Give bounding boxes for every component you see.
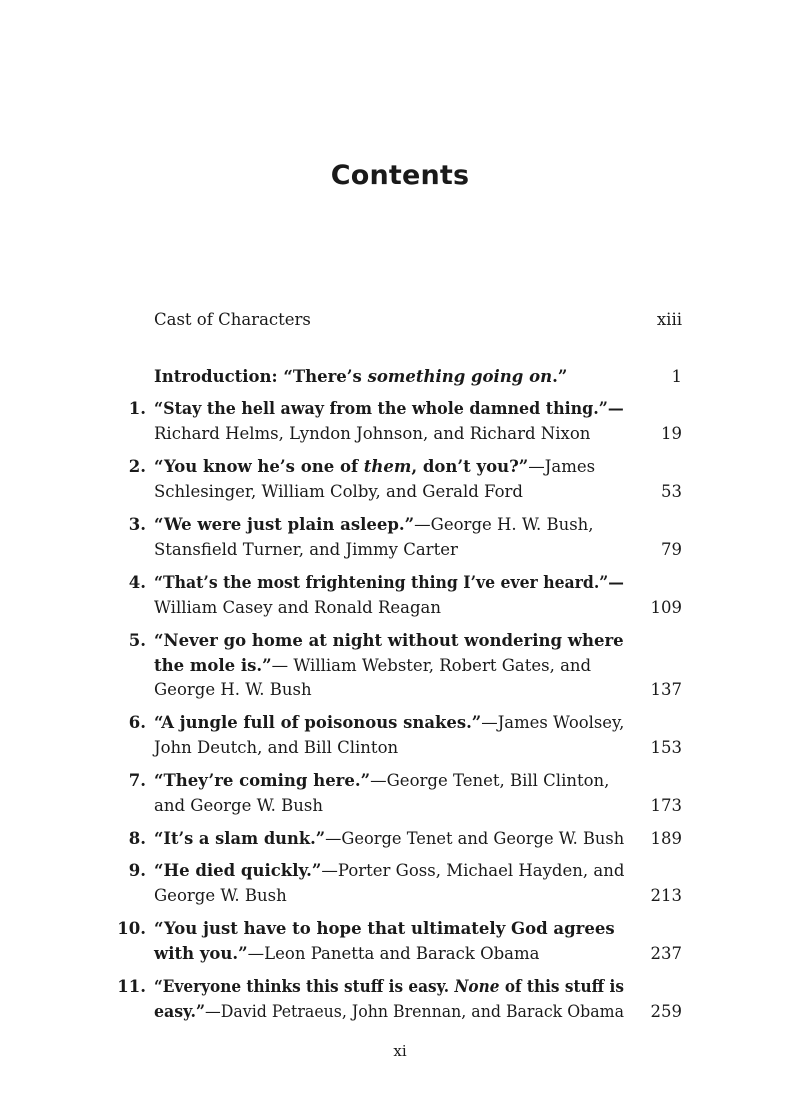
chapter-number: 4.	[128, 573, 146, 592]
chapter-title: “A jungle full of poisonous snakes.”	[154, 713, 482, 732]
chapter-subjects: —George Tenet, Bill Clinton,	[370, 771, 610, 790]
page-number: 109	[650, 597, 682, 617]
chapter-subjects: George W. Bush	[154, 885, 287, 905]
chapter-title: “Stay the hell away from the whole damned thing.”—	[154, 399, 624, 418]
chapter-subjects: and George W. Bush	[154, 795, 324, 815]
page-title: Contents	[330, 160, 470, 191]
chapter-subjects: — William Webster, Robert Gates, and	[271, 655, 592, 675]
chapter-title: easy.”	[154, 1001, 206, 1021]
page-number: 153	[650, 737, 682, 757]
page-number: 259	[650, 1001, 682, 1021]
page-number: 189	[650, 829, 682, 848]
page-number: 213	[650, 885, 682, 905]
chapter-subjects: —Porter Goss, Michael Hayden, and	[321, 861, 625, 880]
chapter-subjects: —James	[528, 457, 596, 476]
chapter-subjects: —George H. W. Bush,	[414, 515, 594, 534]
chapter-subjects: Schlesinger, William Colby, and Gerald Ford	[154, 481, 523, 501]
page-number: 79	[661, 539, 682, 559]
toc-entry-title: Introduction: “There’s something going on.”	[154, 367, 568, 386]
chapter-number: 6.	[128, 713, 146, 732]
chapter-title: “You know he’s one of them, don’t you?”	[154, 457, 529, 476]
page-number: 173	[650, 795, 682, 815]
chapter-number: 1.	[128, 399, 146, 418]
page-number: 237	[650, 943, 682, 963]
chapter-title: “That’s the most frightening thing I’ve ever heard.”—	[154, 573, 624, 592]
chapter-title: “We were just plain asleep.”	[154, 515, 415, 534]
chapter-title: “They’re coming here.”	[154, 771, 371, 790]
folio-page-number: xi	[393, 1042, 407, 1060]
page-number: 1	[671, 367, 682, 386]
page-number: 19	[661, 423, 682, 443]
chapter-number: 8.	[128, 829, 146, 848]
chapter-title: “Never go home at night without wondering where	[154, 631, 624, 650]
toc-entry-title: Cast of Characters	[154, 310, 311, 329]
chapter-subjects: William Casey and Ronald Reagan	[154, 597, 441, 617]
chapter-title: with you.”	[154, 943, 248, 963]
chapter-title: “Everyone thinks this stuff is easy. None of this stuff is	[154, 977, 624, 996]
chapter-subjects: —George Tenet and George W. Bush	[325, 829, 625, 848]
chapter-number: 5.	[128, 631, 146, 650]
chapter-number: 7.	[128, 771, 146, 790]
chapter-number: 11.	[117, 977, 146, 996]
chapter-subjects: Stansfield Turner, and Jimmy Carter	[154, 539, 458, 559]
chapter-title: “It’s a slam dunk.”	[154, 829, 326, 848]
chapter-subjects: —Leon Panetta and Barack Obama	[247, 943, 540, 963]
page-number: 137	[650, 680, 682, 699]
chapter-subjects: —David Petraeus, John Brennan, and Barack Obama	[205, 1001, 624, 1021]
chapter-subjects: George H. W. Bush	[154, 680, 312, 699]
chapter-number: 9.	[128, 861, 146, 880]
chapter-subjects: —James Woolsey,	[481, 713, 625, 732]
page-number: 53	[661, 481, 682, 501]
chapter-subjects: Richard Helms, Lyndon Johnson, and Richard Nixon	[154, 423, 591, 443]
chapter-subjects: John Deutch, and Bill Clinton	[154, 737, 399, 757]
chapter-title: the mole is.”	[154, 655, 272, 675]
chapter-title: “He died quickly.”	[154, 861, 322, 880]
chapter-number: 10.	[117, 919, 146, 938]
chapter-title: “You just have to hope that ultimately God agrees	[154, 919, 615, 938]
chapter-number: 2.	[128, 457, 146, 476]
page-number: xiii	[656, 310, 682, 329]
chapter-number: 3.	[128, 515, 146, 534]
